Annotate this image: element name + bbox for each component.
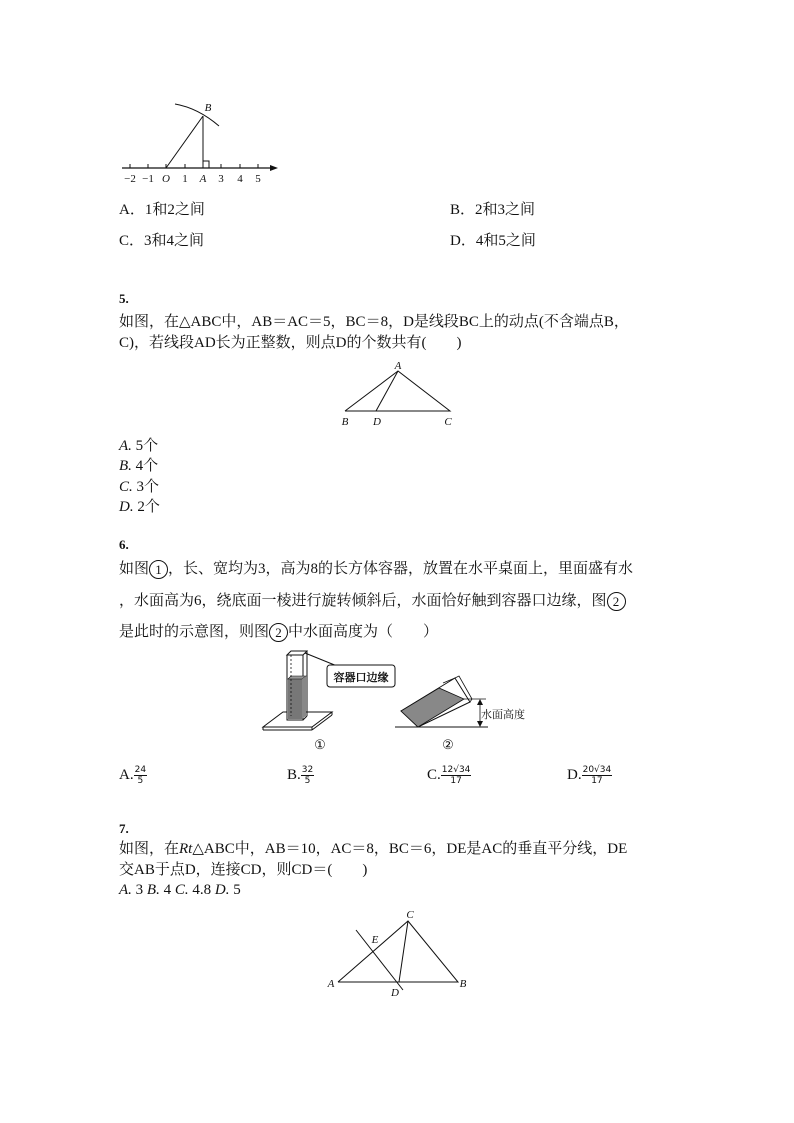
point-label-c: C: [444, 416, 452, 428]
fraction-numerator: 32: [301, 765, 314, 776]
q5-number: 5.: [119, 291, 129, 306]
option-text: 1和2之间: [144, 202, 205, 218]
point-label-b: B: [459, 978, 467, 990]
fraction-denominator: 5: [137, 776, 144, 787]
point-label-b: B: [341, 416, 349, 428]
option-key: C.: [427, 767, 441, 783]
option-text: 5个: [131, 438, 159, 454]
q7-rt: Rt: [179, 841, 193, 857]
q7-number: 7.: [119, 821, 129, 836]
q5-stem-line1: 如图，在△ABC中，AB＝AC＝5，BC＝8，D是线段BC上的动点(不含端点B，: [119, 314, 629, 330]
circled-number: 2: [269, 623, 288, 642]
fraction-numerator: 24: [134, 765, 147, 776]
q6-text: ，长、宽均为3，高为8的长方体容器，放置在水平桌面上，里面盛有水: [168, 561, 634, 577]
option-key: A.: [119, 438, 132, 454]
tick-label: A: [199, 173, 207, 185]
point-label-d: D: [391, 987, 399, 999]
tick-label: −2: [124, 173, 136, 185]
fraction-denominator: 17: [591, 776, 603, 787]
tick-label: O: [162, 173, 170, 185]
q7-stem-line2: 交AB于点D，连接CD，则CD＝( ): [119, 862, 368, 878]
point-label-c: C: [406, 909, 414, 921]
circled-number: 1: [149, 560, 168, 579]
option-key: B．: [450, 202, 476, 218]
tick-label: 5: [255, 173, 261, 185]
circled-number: 2: [607, 592, 626, 611]
q5-stem-line2: C)，若线段AD长为正整数，则点D的个数共有( ): [119, 335, 462, 351]
tick-label: 4: [237, 173, 243, 185]
q7-text: 如图，在: [119, 841, 180, 857]
point-label-a: A: [327, 978, 335, 990]
tick-label: 1: [182, 173, 188, 185]
point-label-e: E: [371, 934, 379, 946]
option-text: 2和3之间: [475, 202, 536, 218]
fraction-numerator: 12√34: [441, 765, 471, 776]
q6-text: 如图: [119, 561, 150, 577]
q6-text: 中水面高度为（ ）: [288, 624, 439, 640]
figure-2-label: ②: [442, 737, 454, 752]
option-key: B.: [287, 767, 301, 783]
point-label-b: B: [204, 102, 212, 114]
option-key: B.: [146, 882, 160, 898]
option-key: D.: [567, 767, 582, 783]
q6-text: 是此时的示意图，则图: [119, 624, 270, 640]
tick-label: 3: [218, 173, 224, 185]
fraction-denominator: 5: [304, 776, 311, 787]
option-text: 2个: [133, 499, 160, 515]
figure-1-label: ①: [314, 737, 326, 752]
option-key: A.: [119, 767, 134, 783]
point-label-d: D: [373, 416, 381, 428]
option-key: D．: [450, 233, 476, 249]
option-key: D.: [119, 499, 134, 515]
option-text: 4个: [131, 458, 159, 474]
option-key: A．: [119, 202, 145, 218]
q6-number: 6.: [119, 537, 129, 552]
water-height-label: 水面高度: [481, 709, 525, 721]
fraction-denominator: 17: [450, 776, 462, 787]
tick-label: −1: [142, 173, 154, 185]
option-text: 4.8: [188, 882, 215, 898]
q7-text: △ABC中，AB＝10，AC＝8，BC＝6，DE是AC的垂直平分线，DE: [192, 841, 628, 857]
option-text: 3个: [132, 479, 160, 495]
option-key: C.: [174, 882, 189, 898]
option-text: 4和5之间: [475, 233, 536, 249]
option-text: 5: [229, 882, 241, 898]
option-key: A.: [119, 882, 132, 898]
option-key: D.: [214, 882, 230, 898]
option-text: 3和4之间: [144, 233, 205, 249]
option-key: C．: [119, 233, 145, 249]
option-key: C.: [119, 479, 133, 495]
option-text: 3: [131, 882, 147, 898]
fraction-numerator: 20√34: [582, 765, 612, 776]
option-text: 4: [159, 882, 175, 898]
q6-text: ，水面高为6，绕底面一棱进行旋转倾斜后，水面恰好触到容器口边缘，图: [119, 593, 607, 609]
point-label-a: A: [394, 360, 402, 372]
callout-label: 容器口边缘: [333, 672, 389, 684]
option-key: B.: [119, 458, 132, 474]
